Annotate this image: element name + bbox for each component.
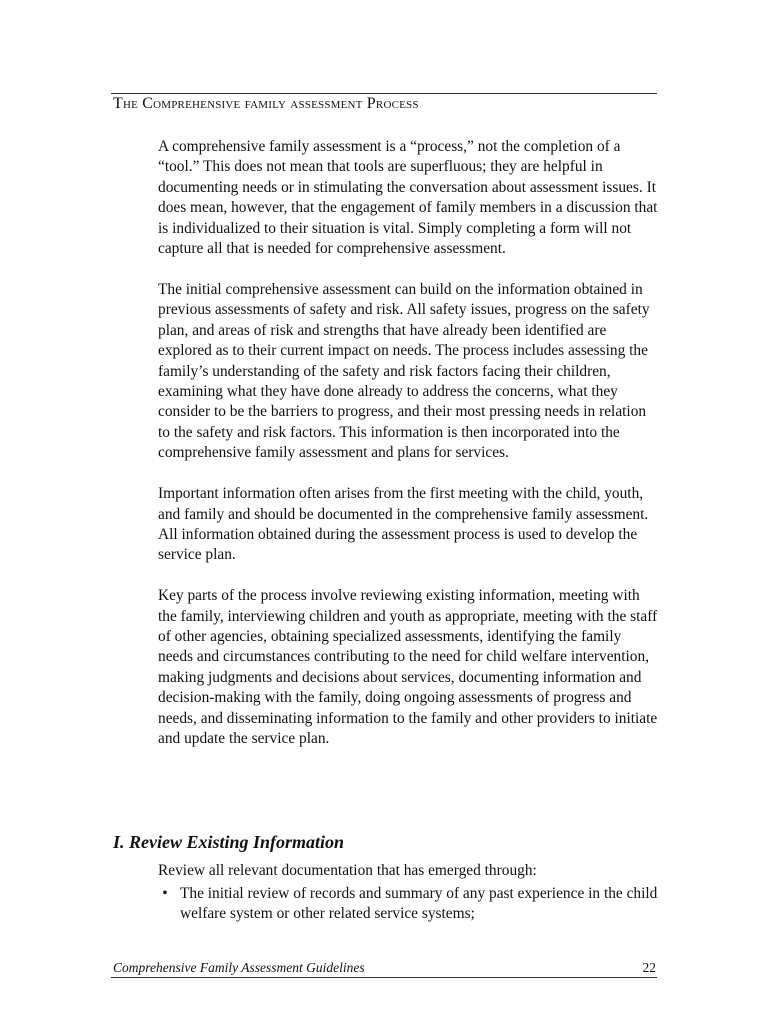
bullet-text: The initial review of records and summary of any past experience in the child welfare system or other related service systems; — [180, 885, 658, 923]
bullet-icon: • — [162, 885, 168, 902]
subsection-heading: I. Review Existing Information — [113, 832, 345, 852]
footer-title: Comprehensive Family Assessment Guidelines — [113, 960, 365, 975]
page-number: 22 — [642, 960, 656, 975]
section-title: The Comprehensive family assessment Process — [113, 95, 419, 112]
list-item — [158, 884, 658, 925]
header-rule — [111, 93, 657, 94]
body-text — [158, 137, 658, 770]
paragraph-4: Key parts of the process involve reviewing existing information, meeting with the family, interviewing children and youth as appropriate, meeting with the staff of other agencies, obtaining specialized assessments, identifying the family needs and circumstances contributing to the need for child welfare intervention, making judgments and decisions about services, documenting information and decision-making with the family, doing ongoing assessments of progress and needs, and disseminating information to the family and other providers to initiate and update the service plan. — [158, 587, 658, 748]
bullet-list — [158, 884, 658, 925]
paragraph-1: A comprehensive family assessment is a “process,” not the completion of a “tool.” This does not mean that tools are superfluous; they are helpful in documenting needs or in stimulating the conversation about assessment issues. It does mean, however, that the engagement of family members in a discussion that is individualized to their situation is vital. Simply completing a form will not capture all that is needed for comprehensive assessment. — [158, 138, 658, 258]
paragraph-2: The initial comprehensive assessment can build on the information obtained in previous assessments of safety and risk. All safety issues, progress on the safety plan, and areas of risk and strengths that have already been identified are explored as to their current impact on needs. The process includes assessing the family’s understanding of the safety and risk factors facing their children, examining what they have done already to address the concerns, what they consider to be the barriers to progress, and their most pressing needs in relation to the safety and risk factors. This information is then incorporated into the comprehensive family assessment and plans for services. — [158, 280, 650, 462]
paragraph-3: Important information often arises from the first meeting with the child, youth, and family and should be documented in the comprehensive family assessment. All information obtained during the assessment process is used to develop the service plan. — [158, 485, 649, 564]
subsection-intro: Review all relevant documentation that has emerged through: — [158, 862, 537, 879]
footer-rule — [111, 977, 657, 978]
